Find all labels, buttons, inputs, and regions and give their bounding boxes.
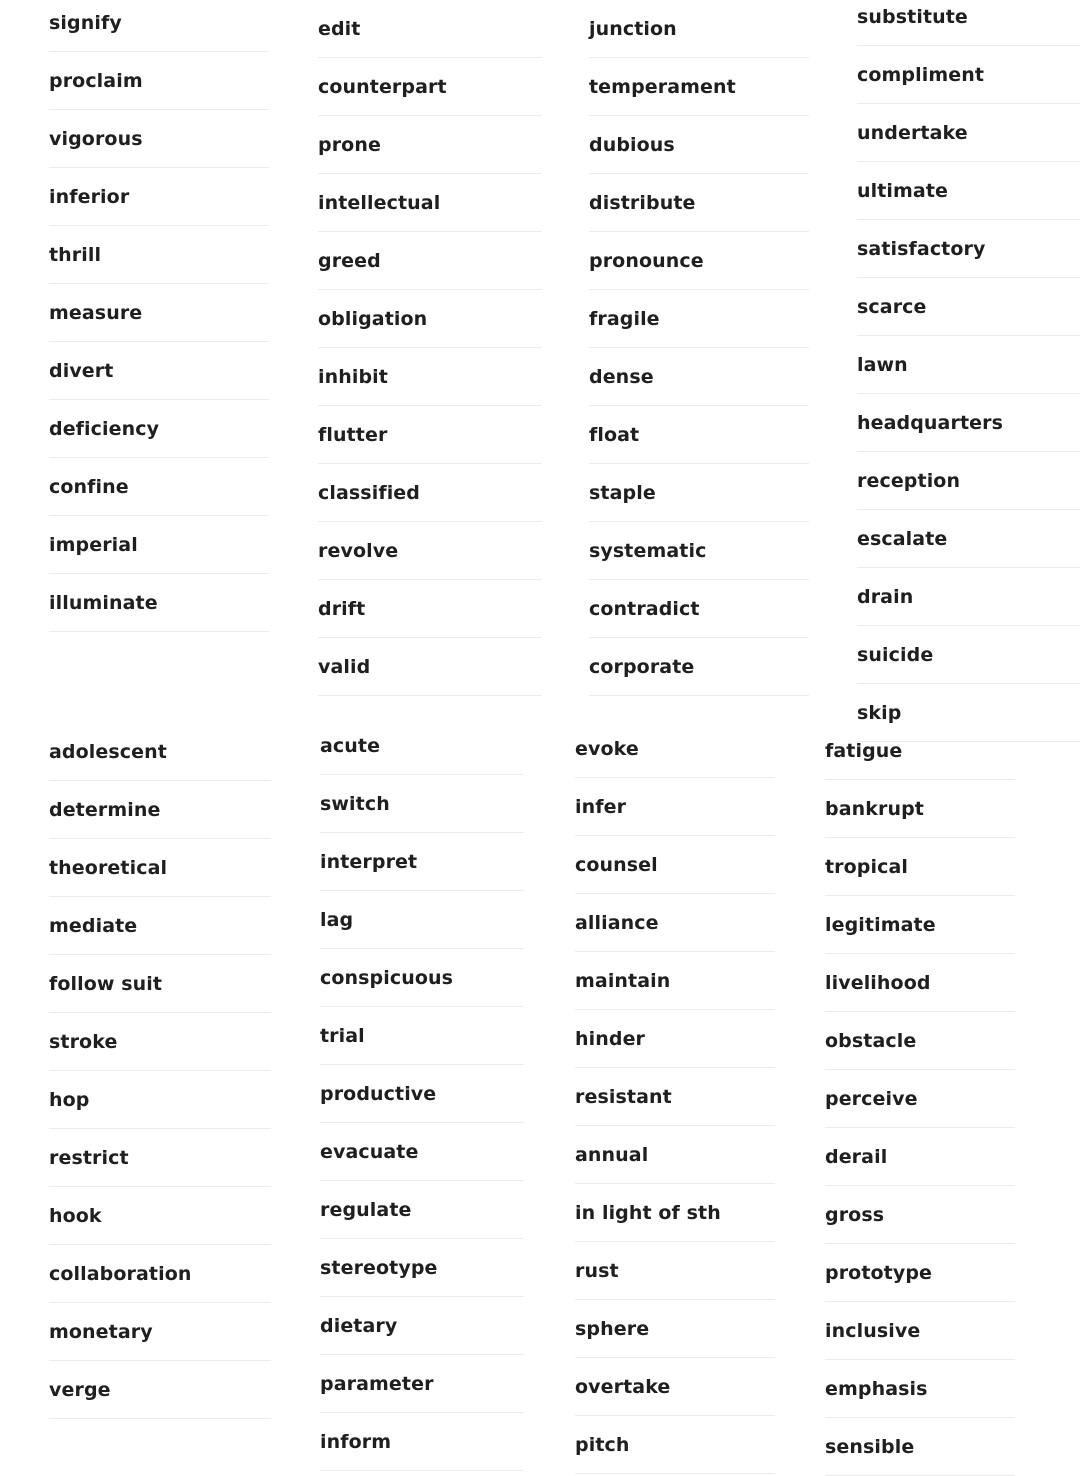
word-item: resistant	[575, 1068, 775, 1126]
word-item: fragile	[589, 290, 809, 348]
word-item: emphasis	[825, 1360, 1015, 1418]
word-item: verge	[49, 1361, 271, 1419]
word-item: revolve	[318, 522, 542, 580]
word-item: inform	[320, 1413, 524, 1471]
word-item: satisfactory	[857, 220, 1080, 278]
word-item: headquarters	[857, 394, 1080, 452]
word-column	[857, 0, 1080, 742]
word-item: obligation	[318, 290, 542, 348]
word-item: stroke	[49, 1013, 271, 1071]
word-item: determine	[49, 781, 271, 839]
word-item: suicide	[857, 626, 1080, 684]
word-item: counterpart	[318, 58, 542, 116]
word-item: pitch	[575, 1416, 775, 1474]
word-item: dense	[589, 348, 809, 406]
word-item: evacuate	[320, 1123, 524, 1181]
word-column	[589, 0, 809, 696]
word-item: annual	[575, 1126, 775, 1184]
word-item: restrict	[49, 1129, 271, 1187]
word-item: junction	[589, 0, 809, 58]
word-item: obstacle	[825, 1012, 1015, 1070]
word-item: acute	[320, 717, 524, 775]
word-column	[320, 717, 524, 1471]
word-item: hook	[49, 1187, 271, 1245]
word-item: conspicuous	[320, 949, 524, 1007]
word-item: switch	[320, 775, 524, 833]
word-item: drain	[857, 568, 1080, 626]
word-item: interpret	[320, 833, 524, 891]
word-item: float	[589, 406, 809, 464]
word-column	[575, 720, 775, 1474]
word-item: evoke	[575, 720, 775, 778]
word-column	[318, 0, 542, 696]
word-item: regulate	[320, 1181, 524, 1239]
word-item: illuminate	[49, 574, 269, 632]
word-item: prototype	[825, 1244, 1015, 1302]
word-item: collaboration	[49, 1245, 271, 1303]
word-item: scarce	[857, 278, 1080, 336]
word-item: flutter	[318, 406, 542, 464]
word-item: alliance	[575, 894, 775, 952]
word-item: counsel	[575, 836, 775, 894]
word-item: substitute	[857, 0, 1080, 46]
word-item: vigorous	[49, 110, 269, 168]
word-item: prone	[318, 116, 542, 174]
word-item: fatigue	[825, 722, 1015, 780]
word-item: dubious	[589, 116, 809, 174]
word-item: compliment	[857, 46, 1080, 104]
word-item: intellectual	[318, 174, 542, 232]
word-item: distribute	[589, 174, 809, 232]
word-item: drift	[318, 580, 542, 638]
word-item: lawn	[857, 336, 1080, 394]
word-item: undertake	[857, 104, 1080, 162]
word-item: temperament	[589, 58, 809, 116]
word-item: greed	[318, 232, 542, 290]
word-item: theoretical	[49, 839, 271, 897]
word-item: contradict	[589, 580, 809, 638]
word-item: monetary	[49, 1303, 271, 1361]
word-item: sensible	[825, 1418, 1015, 1476]
word-item: pronounce	[589, 232, 809, 290]
word-column	[49, 0, 269, 632]
word-item: corporate	[589, 638, 809, 696]
word-item: hop	[49, 1071, 271, 1129]
word-item: bankrupt	[825, 780, 1015, 838]
word-item: confine	[49, 458, 269, 516]
word-item: systematic	[589, 522, 809, 580]
word-item: dietary	[320, 1297, 524, 1355]
word-item: adolescent	[49, 723, 271, 781]
word-item: trial	[320, 1007, 524, 1065]
bottom-word-panel	[0, 722, 1080, 1462]
word-item: skip	[857, 684, 1080, 742]
word-item: escalate	[857, 510, 1080, 568]
word-item: gross	[825, 1186, 1015, 1244]
word-item: parameter	[320, 1355, 524, 1413]
word-item: livelihood	[825, 954, 1015, 1012]
word-item: legitimate	[825, 896, 1015, 954]
word-item: derail	[825, 1128, 1015, 1186]
word-item: proclaim	[49, 52, 269, 110]
word-item: measure	[49, 284, 269, 342]
word-item: deficiency	[49, 400, 269, 458]
word-item: perceive	[825, 1070, 1015, 1128]
top-word-panel	[0, 0, 1080, 730]
word-item: maintain	[575, 952, 775, 1010]
word-item: classified	[318, 464, 542, 522]
word-item: lag	[320, 891, 524, 949]
word-column	[825, 722, 1015, 1476]
word-item: mediate	[49, 897, 271, 955]
word-item: signify	[49, 0, 269, 52]
word-item: thrill	[49, 226, 269, 284]
word-item: ultimate	[857, 162, 1080, 220]
word-item: divert	[49, 342, 269, 400]
word-item: sphere	[575, 1300, 775, 1358]
word-item: imperial	[49, 516, 269, 574]
word-item: hinder	[575, 1010, 775, 1068]
word-item: overtake	[575, 1358, 775, 1416]
word-item: edit	[318, 0, 542, 58]
word-item: productive	[320, 1065, 524, 1123]
word-item: reception	[857, 452, 1080, 510]
word-item: tropical	[825, 838, 1015, 896]
word-item: staple	[589, 464, 809, 522]
word-item: follow suit	[49, 955, 271, 1013]
word-item: inhibit	[318, 348, 542, 406]
word-item: inclusive	[825, 1302, 1015, 1360]
word-column	[49, 723, 271, 1419]
word-item: valid	[318, 638, 542, 696]
word-item: stereotype	[320, 1239, 524, 1297]
word-item: rust	[575, 1242, 775, 1300]
word-item: in light of sth	[575, 1184, 775, 1242]
word-item: inferior	[49, 168, 269, 226]
word-item: infer	[575, 778, 775, 836]
